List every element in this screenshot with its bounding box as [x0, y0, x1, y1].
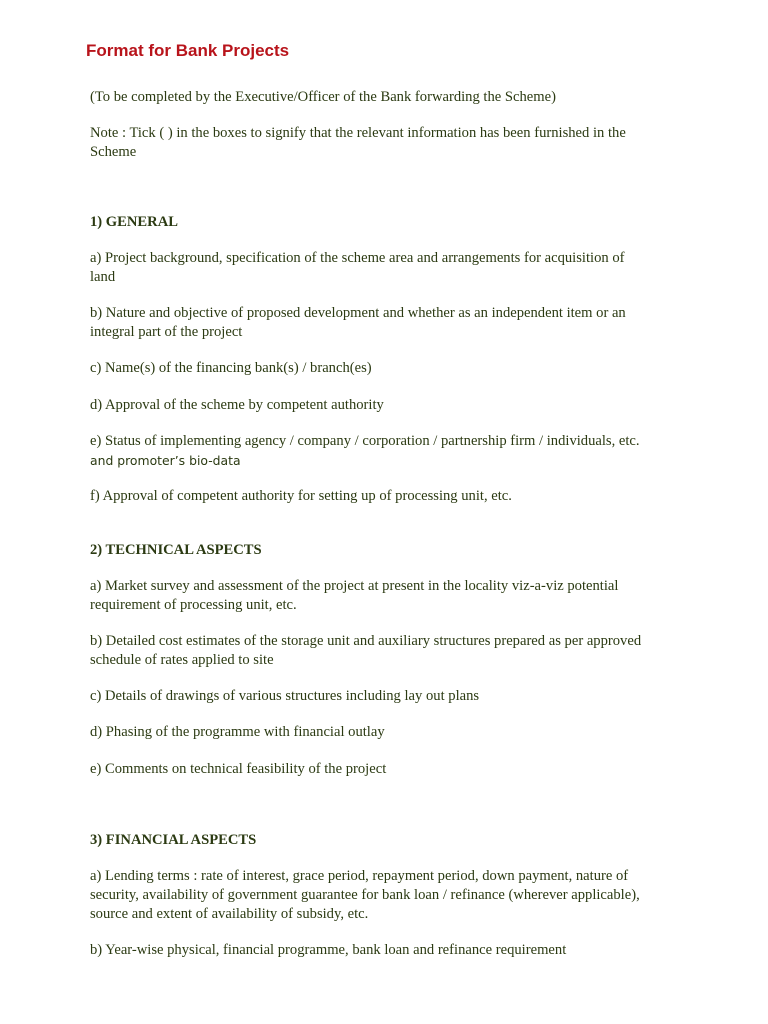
section-heading-general: 1) GENERAL	[90, 214, 178, 230]
general-item-a	[90, 249, 690, 287]
note-line: Note : Tick ( ) in the boxes to signify that the relevant information has been furnished in the	[90, 125, 626, 141]
technical-item-e: e) Comments on technical feasibility of the project	[90, 761, 387, 777]
general-item-b	[90, 304, 690, 342]
technical-item-c: c) Details of drawings of various structures including lay out plans	[90, 688, 480, 704]
financial-item-a	[90, 867, 690, 924]
item-line: a) Lending terms : rate of interest, grace period, repayment period, down payment, nature of	[90, 868, 629, 884]
section-heading-financial: 3) FINANCIAL ASPECTS	[90, 832, 257, 848]
general-item-c: c) Name(s) of the financing bank(s) / branch(es)	[90, 360, 372, 376]
section-heading-technical: 2) TECHNICAL ASPECTS	[90, 542, 262, 558]
technical-item-d: d) Phasing of the programme with financial outlay	[90, 724, 385, 740]
item-line: schedule of rates applied to site	[90, 652, 274, 668]
note-line: Scheme	[90, 144, 137, 160]
item-line: security, availability of government guarantee for bank loan / refinance (wherever applicable),	[90, 887, 640, 903]
general-item-e: e) Status of implementing agency / company / corporation / partnership firm / individuals, etc.	[90, 433, 640, 449]
technical-item-a	[90, 577, 690, 615]
item-line: b) Detailed cost estimates of the storage unit and auxiliary structures prepared as per approved	[90, 633, 642, 649]
item-line: source and extent of availability of subsidy, etc.	[90, 906, 369, 922]
item-line: a) Project background, specification of the scheme area and arrangements for acquisition of	[90, 250, 625, 266]
intro-text: (To be completed by the Executive/Officer of the Bank forwarding the Scheme)	[90, 89, 556, 105]
item-line: requirement of processing unit, etc.	[90, 597, 297, 613]
item-line: b) Nature and objective of proposed development and whether as an independent item or an	[90, 305, 626, 321]
document-title: Format for Bank Projects	[86, 41, 290, 60]
financial-item-b: b) Year-wise physical, financial programme, bank loan and refinance requirement	[90, 942, 567, 958]
item-line: land	[90, 269, 116, 285]
note-text	[90, 124, 690, 162]
general-item-e-cont: and promoter’s bio-data	[90, 453, 241, 468]
technical-item-b	[90, 632, 690, 670]
item-line: integral part of the project	[90, 324, 243, 340]
item-line: a) Market survey and assessment of the project at present in the locality viz-a-viz potential	[90, 578, 619, 594]
general-item-d: d) Approval of the scheme by competent authority	[90, 397, 384, 413]
general-item-f: f) Approval of competent authority for setting up of processing unit, etc.	[90, 488, 512, 504]
